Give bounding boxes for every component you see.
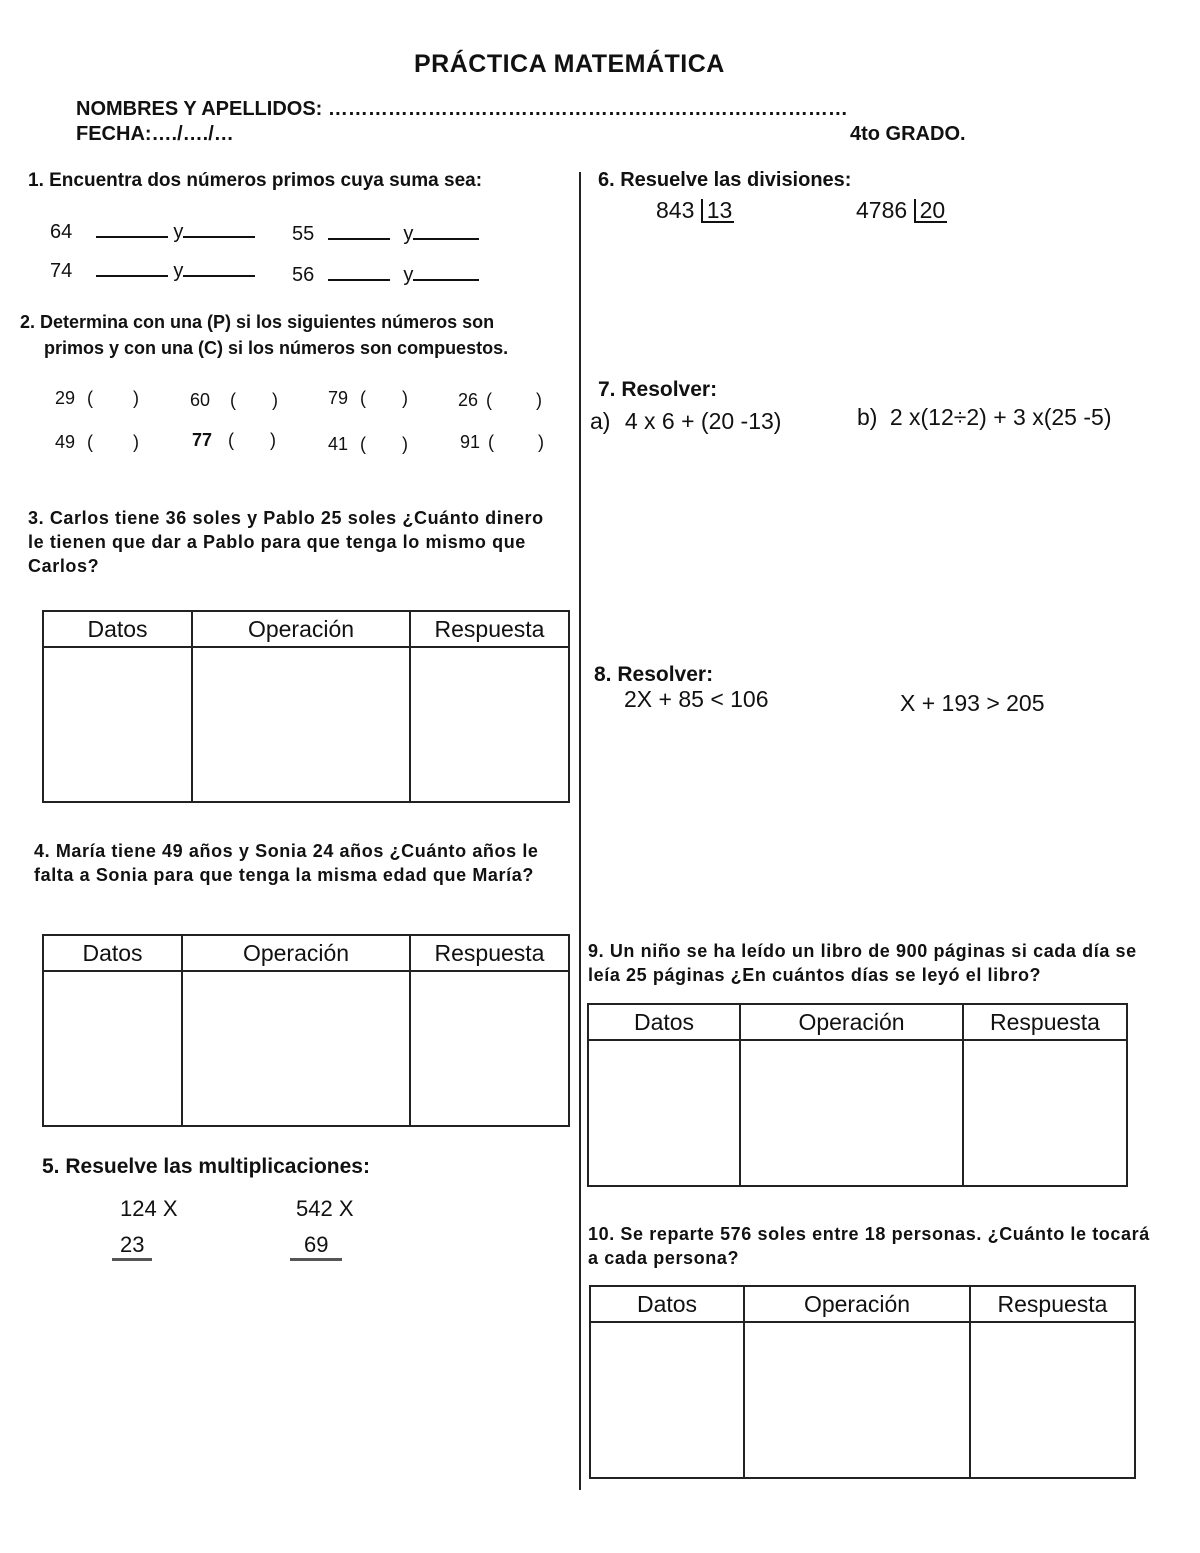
- q2-prompt-line2: primos y con una (C) si los números son compuestos.: [44, 338, 509, 358]
- table-header-respuesta: Respuesta: [963, 1004, 1127, 1040]
- answer-blank[interactable]: [183, 218, 255, 238]
- q7-part-a: [590, 408, 781, 435]
- q2-item: 29 ( ): [55, 388, 140, 408]
- q5-mult1-bottom: [112, 1232, 152, 1261]
- q4-prompt: 4. María tiene 49 años y Sonia 24 años ¿Cuánto años le falta a Sonia para que tenga la misma edad que María?: [34, 841, 539, 885]
- datos-cell[interactable]: [588, 1040, 740, 1186]
- q6-division-2: [856, 197, 947, 224]
- divisor: 20: [914, 199, 948, 223]
- dividend: 843: [656, 197, 695, 223]
- answer-blank[interactable]: [328, 261, 390, 281]
- q2-number: 77: [192, 430, 213, 450]
- q1-connector: y: [173, 221, 184, 243]
- column-divider: [579, 172, 581, 1490]
- q6-prompt: 6. Resuelve las divisiones:: [598, 169, 852, 191]
- q1-number: 56: [292, 264, 315, 286]
- answer-blank[interactable]: [413, 220, 479, 240]
- table-header-respuesta: Respuesta: [410, 611, 569, 647]
- part-label: a): [590, 408, 611, 434]
- table-header-datos: Datos: [43, 611, 192, 647]
- q1-row-1: [50, 218, 255, 244]
- q1-row-2b: [292, 261, 479, 287]
- answer-blank[interactable]: [96, 257, 168, 277]
- q10-answer-table: [589, 1285, 1136, 1479]
- operacion-cell[interactable]: [182, 971, 410, 1126]
- page-title: PRÁCTICA MATEMÁTICA: [414, 50, 725, 78]
- q7-prompt: 7. Resolver:: [598, 378, 718, 401]
- dividend: 4786: [856, 197, 908, 223]
- q2-number: 49: [55, 432, 76, 452]
- name-field-label: NOMBRES Y APELLIDOS: ……………………………………………………………………: [76, 98, 848, 120]
- respuesta-cell[interactable]: [970, 1322, 1135, 1478]
- q2-number: 26: [458, 390, 479, 410]
- q1-row-2: [50, 257, 255, 283]
- divisor: 13: [701, 199, 735, 223]
- q5-mult1-top: 124 X: [120, 1196, 178, 1221]
- table-header-datos: Datos: [590, 1286, 744, 1322]
- q2-item: 77 ( ): [192, 430, 277, 450]
- q9-prompt: 9. Un niño se ha leído un libro de 900 páginas si cada día se leía 25 páginas ¿En cuántos días se leyó el libro?: [588, 941, 1137, 985]
- q6-division-1: [656, 197, 734, 224]
- table-header-datos: Datos: [588, 1004, 740, 1040]
- q2-number: 41: [328, 434, 349, 454]
- datos-cell[interactable]: [43, 971, 182, 1126]
- q2-item: 79 ( ): [328, 388, 409, 408]
- multiplier: 23: [112, 1232, 152, 1261]
- q5-prompt: 5. Resuelve las multiplicaciones:: [42, 1155, 370, 1178]
- answer-blank[interactable]: [183, 257, 255, 277]
- date-field-label: FECHA:…./…./…: [76, 123, 234, 145]
- grade-label: 4to GRADO.: [850, 123, 966, 145]
- table-header-operacion: Operación: [744, 1286, 970, 1322]
- q2-item: 91 ( ): [460, 432, 545, 452]
- q7-part-b: [857, 404, 1111, 431]
- q2-number: 29: [55, 388, 76, 408]
- q1-number: 55: [292, 223, 315, 245]
- datos-cell[interactable]: [43, 647, 192, 802]
- answer-blank[interactable]: [328, 220, 390, 240]
- multiplier: 69: [290, 1232, 342, 1261]
- q2-item: 41 ( ): [328, 434, 409, 454]
- q8-prompt: 8. Resolver:: [594, 663, 714, 686]
- q1-prompt: 1. Encuentra dos números primos cuya suma sea:: [28, 170, 483, 191]
- table-header-operacion: Operación: [192, 611, 410, 647]
- q3-answer-table: [42, 610, 570, 803]
- q1-number: 64: [50, 221, 73, 243]
- q1-number: 74: [50, 260, 73, 282]
- table-header-respuesta: Respuesta: [410, 935, 569, 971]
- q1-row-1b: [292, 220, 479, 246]
- q1-connector: y: [403, 264, 414, 286]
- table-header-respuesta: Respuesta: [970, 1286, 1135, 1322]
- answer-blank[interactable]: [96, 218, 168, 238]
- q2-item: 49 ( ): [55, 432, 140, 452]
- respuesta-cell[interactable]: [410, 647, 569, 802]
- q2-item: 60 ( ): [190, 390, 279, 410]
- expression: 2 x(12÷2) + 3 x(25 -5): [889, 404, 1112, 430]
- table-header-operacion: Operación: [740, 1004, 963, 1040]
- q5-mult2-top: 542 X: [296, 1196, 354, 1221]
- q1-connector: y: [173, 260, 184, 282]
- respuesta-cell[interactable]: [410, 971, 569, 1126]
- q2-number: 79: [328, 388, 349, 408]
- table-header-datos: Datos: [43, 935, 182, 971]
- operacion-cell[interactable]: [744, 1322, 970, 1478]
- q2-prompt-line1: 2. Determina con una (P) si los siguientes números son: [20, 312, 495, 332]
- q10-prompt: 10. Se reparte 576 soles entre 18 personas. ¿Cuánto le tocará a cada persona?: [588, 1224, 1150, 1268]
- datos-cell[interactable]: [590, 1322, 744, 1478]
- q4-answer-table: [42, 934, 570, 1127]
- table-header-operacion: Operación: [182, 935, 410, 971]
- operacion-cell[interactable]: [740, 1040, 963, 1186]
- q2-item: 26 ( ): [458, 390, 543, 410]
- q8-inequality-1: 2X + 85 < 106: [624, 686, 769, 712]
- q2-number: 60: [190, 390, 211, 410]
- answer-blank[interactable]: [413, 261, 479, 281]
- q3-prompt: 3. Carlos tiene 36 soles y Pablo 25 soles ¿Cuánto dinero le tienen que dar a Pablo para que tenga lo mismo que Carlos?: [28, 508, 544, 576]
- q8-inequality-2: X + 193 > 205: [900, 690, 1045, 716]
- q5-mult2-bottom: [290, 1232, 342, 1261]
- operacion-cell[interactable]: [192, 647, 410, 802]
- expression: 4 x 6 + (20 -13): [624, 408, 782, 434]
- part-label: b): [857, 404, 878, 430]
- q2-number: 91: [460, 432, 481, 452]
- q9-answer-table: [587, 1003, 1128, 1187]
- respuesta-cell[interactable]: [963, 1040, 1127, 1186]
- q1-connector: y: [403, 223, 414, 245]
